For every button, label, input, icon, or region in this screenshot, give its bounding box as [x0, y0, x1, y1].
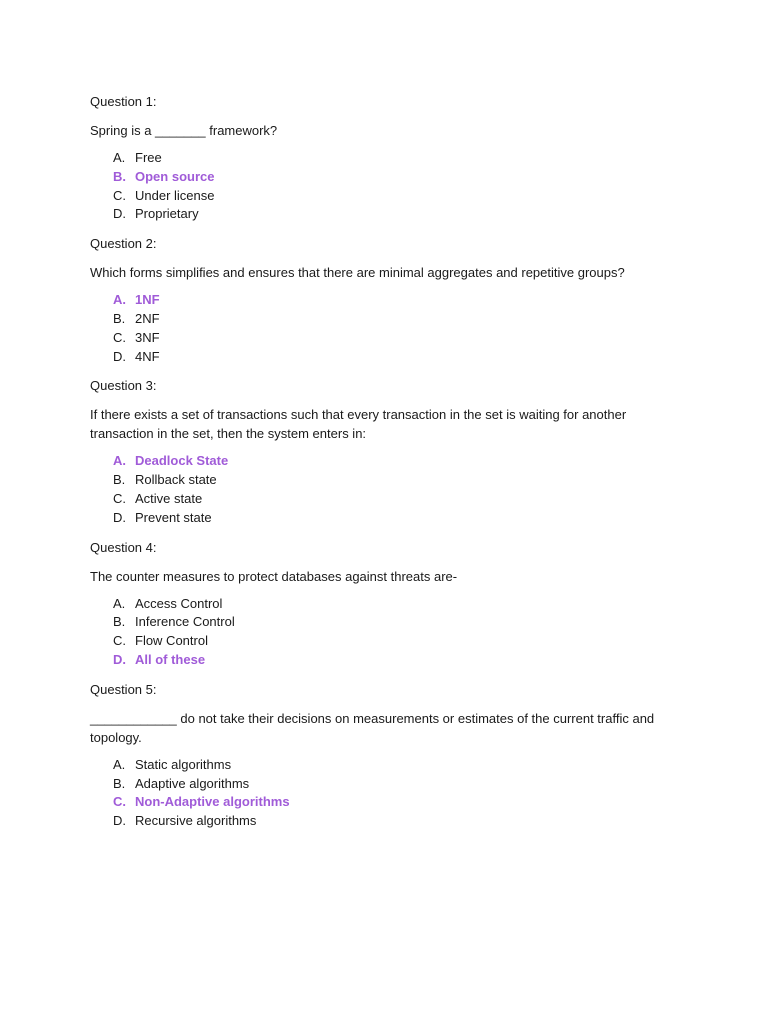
option-text: 4NF	[135, 348, 160, 364]
option-a	[90, 291, 670, 310]
option-text: Access Control	[135, 595, 223, 611]
option-text: Rollback state	[135, 472, 217, 488]
option-a	[90, 756, 670, 775]
option-list	[90, 291, 670, 366]
option-b	[90, 471, 670, 490]
option-letter: B.	[113, 775, 126, 791]
option-text: Under license	[135, 187, 215, 203]
option-d	[90, 812, 670, 831]
option-letter: D.	[113, 813, 126, 829]
quiz-document	[90, 92, 670, 841]
option-letter: B.	[113, 168, 126, 184]
option-letter: B.	[113, 310, 126, 326]
option-b	[90, 310, 670, 329]
question-3	[90, 376, 670, 527]
question-2	[90, 234, 670, 366]
question-heading: Question 1:	[90, 94, 157, 109]
option-a	[90, 595, 670, 614]
question-5	[90, 680, 670, 831]
option-letter: D.	[113, 651, 126, 667]
option-c	[90, 490, 670, 509]
option-list	[90, 595, 670, 670]
question-heading: Question 4:	[90, 539, 157, 555]
question-4	[90, 538, 670, 670]
question-text: Which forms simplifies and ensures that there are minimal aggregates and repetitive groups?	[90, 265, 625, 281]
option-text: Static algorithms	[135, 756, 232, 772]
option-list	[90, 756, 670, 831]
question-text: The counter measures to protect databases against threats are-	[90, 568, 458, 584]
option-letter: C.	[113, 187, 126, 203]
option-d	[90, 205, 670, 224]
question-text: If there exists a set of transactions such that every transaction in the set is waiting for another transaction in the set, then the system enters in:	[90, 407, 627, 442]
option-d	[90, 348, 670, 367]
option-text: 1NF	[135, 292, 160, 308]
option-text: All of these	[135, 651, 206, 667]
option-letter: D.	[113, 348, 126, 364]
option-letter: C.	[113, 794, 126, 810]
option-text: Non-Adaptive algorithms	[135, 794, 290, 810]
option-letter: D.	[113, 509, 126, 525]
option-text: Proprietary	[135, 206, 199, 222]
option-letter: A.	[113, 756, 126, 772]
option-text: Deadlock State	[135, 453, 229, 469]
question-text: ____________ do not take their decisions on measurements or estimates of the current traffic and topology.	[90, 710, 655, 745]
option-text: Inference Control	[135, 614, 235, 630]
option-text: Adaptive algorithms	[135, 775, 250, 791]
option-letter: A.	[113, 595, 126, 611]
option-letter: A.	[113, 292, 126, 308]
question-1	[90, 92, 670, 224]
question-text: Spring is a _______ framework?	[90, 123, 278, 138]
option-text: Open source	[135, 168, 215, 184]
option-b	[90, 168, 670, 187]
option-text: 2NF	[135, 310, 160, 326]
option-list	[90, 452, 670, 527]
option-letter: A.	[113, 453, 126, 469]
option-text: Active state	[135, 490, 203, 506]
option-a	[90, 452, 670, 471]
option-list	[90, 149, 670, 224]
question-heading: Question 3:	[90, 378, 157, 394]
option-text: Recursive algorithms	[135, 813, 257, 829]
option-d	[90, 651, 670, 670]
option-c	[90, 329, 670, 348]
option-b	[90, 613, 670, 632]
question-heading: Question 2:	[90, 236, 157, 252]
question-heading: Question 5:	[90, 681, 157, 697]
option-text: 3NF	[135, 329, 160, 345]
option-a	[90, 149, 670, 168]
option-b	[90, 775, 670, 794]
option-letter: A.	[113, 150, 126, 165]
option-letter: C.	[113, 329, 126, 345]
option-letter: C.	[113, 490, 126, 506]
option-c	[90, 793, 670, 812]
option-c	[90, 632, 670, 651]
option-text: Flow Control	[135, 633, 208, 649]
option-letter: D.	[113, 206, 126, 222]
option-letter: B.	[113, 472, 126, 488]
option-letter: B.	[113, 614, 126, 630]
option-text: Free	[135, 150, 162, 165]
option-letter: C.	[113, 633, 126, 649]
option-c	[90, 187, 670, 206]
option-d	[90, 509, 670, 528]
option-text: Prevent state	[135, 509, 212, 525]
